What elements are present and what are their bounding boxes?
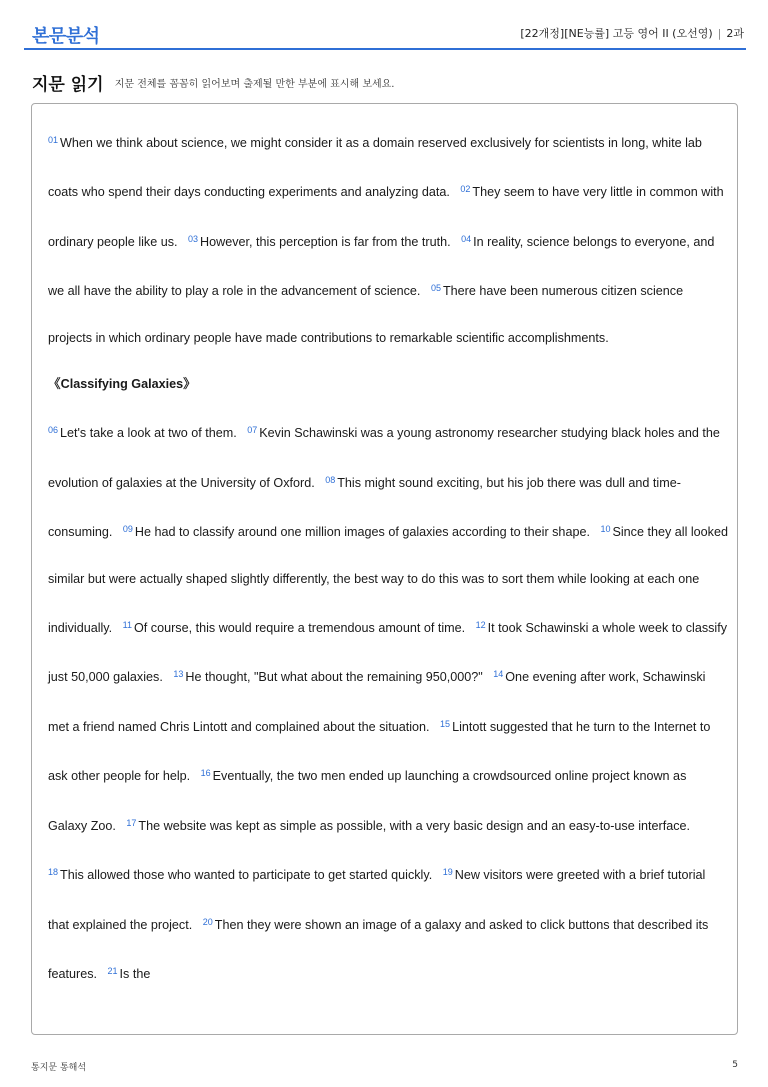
sentence-number: 21: [107, 965, 118, 976]
sentence-number: 13: [173, 669, 184, 680]
sentence-text: Kevin Schawinski was a young astronomy researcher studying black holes and the evolution of galaxies at the University of Oxford.: [48, 426, 720, 490]
sentence-text: It took Schawinski a whole week to classify just 50,000 galaxies.: [48, 621, 728, 685]
header-title: 본문분석: [32, 26, 100, 47]
book-title: [22개정][NE능률] 고등 영어 II (오선영): [520, 27, 713, 40]
sentence-number: 01: [48, 135, 59, 145]
sentence-text: Then they were shown an image of a galaxy and asked to click buttons that described its features.: [48, 917, 709, 981]
sentence-text: They seem to have very little in common with ordinary people like us.: [48, 185, 724, 249]
sentence-text: There have been numerous citizen science projects in which ordinary people have made contributions to remarkable scientific accomplishments.: [48, 284, 684, 345]
section-description: 지문 전체를 꼼꼼히 읽어보며 출제될 만한 부분에 표시해 보세요.: [114, 79, 395, 90]
sentence-number: 17: [126, 817, 137, 828]
sentence-number: 04: [461, 233, 472, 244]
sentence-text: Since they all looked similar but were actually shaped slightly differently, the best way to do this was to sort them while looking at each one individually.: [48, 525, 728, 636]
sentence-text: New visitors were greeted with a brief tutorial that explained the project.: [48, 868, 706, 932]
sentence-text: One evening after work, Schawinski met a friend named Chris Lintott and complained about the situation.: [48, 670, 706, 734]
sentence-number: 19: [442, 867, 453, 878]
sentence-text: This allowed those who wanted to participate to get started quickly.: [60, 868, 433, 883]
header-separator: |: [717, 27, 722, 40]
sentence-text: This might sound exciting, but his job there was dull and time-consuming.: [48, 475, 681, 540]
sentence-number: 08: [325, 474, 336, 485]
page-header: [24, 0, 746, 50]
sentence-text: Is the: [119, 966, 151, 981]
sentence-text: The website was kept as simple as possible, with a very basic design and an easy-to-use interface.: [138, 818, 691, 833]
sentence-text: Eventually, the two men ended up launching a crowdsourced online project known as Galaxy Zoo.: [48, 769, 687, 833]
sentence-text: In reality, science belongs to everyone, and we all have the ability to play a role in the advancement of science.: [48, 234, 715, 299]
sentence-text: Let's take a look at two of them.: [60, 426, 237, 441]
sentence-number: 16: [200, 768, 211, 779]
sentence-number: 07: [247, 425, 258, 436]
sentence-number: 12: [475, 620, 486, 631]
sentence-number: 18: [48, 867, 59, 878]
sentence-number: 14: [493, 669, 504, 680]
passage-text: [48, 117, 728, 997]
header-book-info: [520, 25, 744, 41]
sentence-number: 09: [122, 524, 133, 535]
sentence-text: Of course, this would require a tremendous amount of time.: [134, 621, 466, 636]
paragraph-1: [48, 117, 728, 361]
sentence-text: He thought, "But what about the remaining 950,000?": [185, 670, 483, 685]
sentence-number: 10: [600, 524, 611, 535]
sentence-number: 06: [48, 425, 59, 436]
passage-box: [31, 103, 738, 1035]
sentence-number: 20: [202, 916, 213, 927]
section-heading: [32, 70, 394, 95]
sentence-text: However, this perception is far from the truth.: [200, 234, 451, 249]
sentence-number: 02: [460, 184, 471, 195]
sentence-text: When we think about science, we might consider it as a domain reserved exclusively for scientists in long, white lab coats who spend their days conducting experiments and analyzing data.: [48, 136, 702, 200]
sentence-text: Lintott suggested that he turn to the Internet to ask other people for help.: [48, 719, 711, 784]
sentence-text: He had to classify around one million images of galaxies according to their shape.: [134, 525, 590, 540]
footer-label: 통지문 통해석: [31, 1063, 87, 1073]
page-number: 5: [732, 1060, 738, 1070]
sentence-number: 03: [188, 233, 199, 244]
passage-subheading: 《Classifying Galaxies》: [48, 377, 196, 392]
lesson-label: 2과: [726, 27, 744, 40]
sentence-number: 15: [440, 718, 451, 729]
section-title: 지문 읽기: [32, 75, 104, 95]
sentence-number: 05: [430, 283, 441, 294]
sentence-number: 11: [122, 620, 133, 631]
paragraph-2: [48, 407, 728, 997]
